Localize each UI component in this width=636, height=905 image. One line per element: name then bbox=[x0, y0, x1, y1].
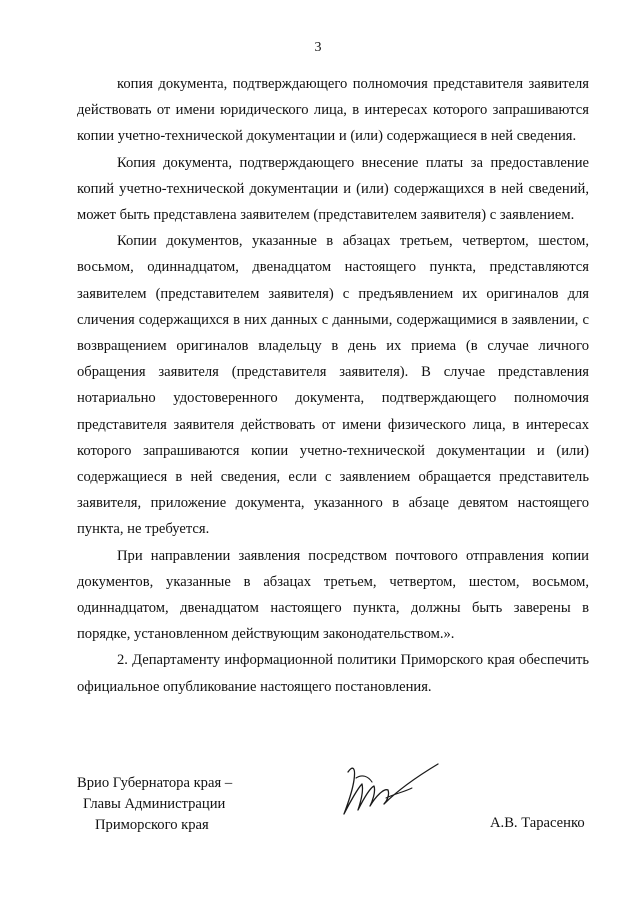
signatory-position bbox=[77, 773, 277, 836]
position-line-2: Главы Администрации bbox=[83, 796, 226, 812]
position-line-1: Врио Губернатора края – bbox=[77, 775, 233, 791]
handwritten-signature-icon bbox=[338, 758, 448, 822]
paragraph-1: копия документа, подтверждающего полномочия представителя заявителя действовать от имени юридического лица, в интересах которого запрашиваются копии учетно-технической документации и (или) содержащиеся в ней сведения. bbox=[77, 76, 589, 145]
paragraph-4: При направлении заявления посредством почтового отправления копии документов, указанные в абзацах третьем, четвертом, шестом, восьмом, одиннадцатом, двенадцатом настоящего пункта, должны быть заверены в порядке, установленном действующим законодательством.». bbox=[77, 547, 589, 643]
position-line-3: Приморского края bbox=[95, 817, 209, 833]
paragraph-3: Копии документов, указанные в абзацах третьем, четвертом, шестом, восьмом, одиннадцатом, двенадцатом настоящего пункта, представляются заявителем (представителем заявителя) с предъявлением их оригиналов для сличения содержащихся в них данных с данными, содержащимися в заявлении, с возвращением оригиналов владельцу в день их приема (в случае личного обращения заявителя (представителя заявителя). В случае представления нотариально удостоверенного документа, подтверждающего полномочия представителя заявителя действовать от имени физического лица, в интересах которого запрашиваются копии учетно-технической документации и (или) содержащиеся в ней сведения, если с заявлением обращается представитель заявителя, приложение документа, указанного в абзаце девятом настоящего пункта, не требуется. bbox=[77, 233, 589, 538]
paragraph-5: 2. Департаменту информационной политики Приморского края обеспечить официальное опубликование настоящего постановления. bbox=[77, 652, 589, 695]
paragraph-2: Копия документа, подтверждающего внесение платы за предоставление копий учетно-технической документации и (или) содержащихся в ней сведений, может быть представлена заявителем (представителем заявителя) с заявлением. bbox=[77, 154, 589, 224]
signatory-name: А.В. Тарасенко bbox=[490, 815, 585, 831]
document-body bbox=[77, 71, 589, 700]
page-number: 3 bbox=[314, 40, 322, 55]
